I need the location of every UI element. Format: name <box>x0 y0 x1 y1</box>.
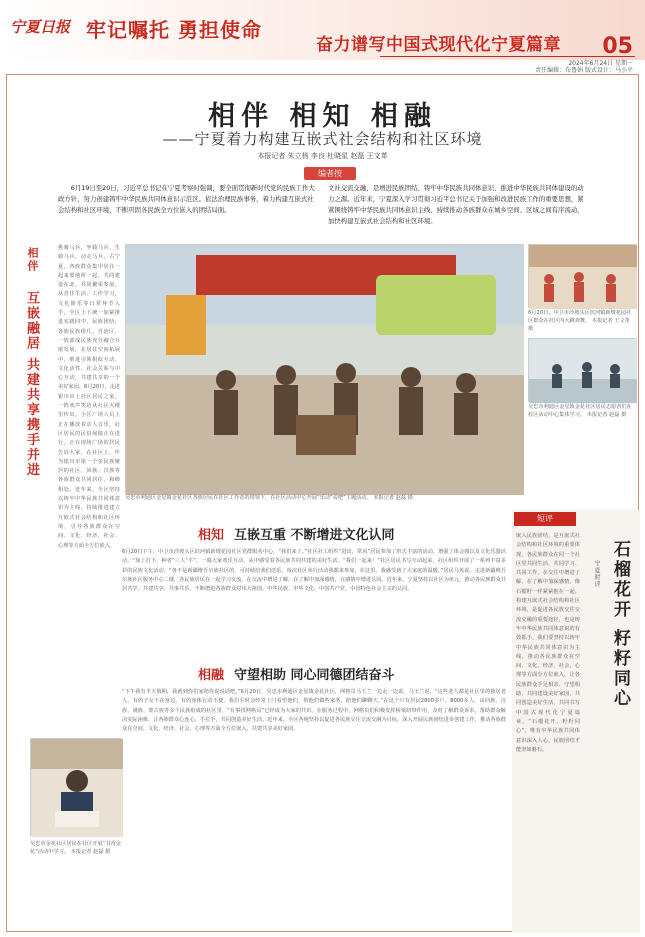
editor-note-right: 文社交流交融，是增进民族团结、铸牢中华民族共同体意识、推进中华民族共同体建设的动力之源。近年来，宁夏深入学习贯彻习近平总书记关于加强和改进民族工作的重要思想，紧紧围绕铸牢中华民族共同体意识主线，持续推动各族群众在城乡空间、区域之间有序流动，加快构建互嵌式社会结构和社区环境。 <box>328 184 584 225</box>
page-number: 05 <box>602 34 633 59</box>
newspaper-logo: 宁夏日报 <box>10 18 71 36</box>
community-gathering-image <box>126 245 524 495</box>
subheadline: ——宁夏着力构建互嵌式社会结构和社区环境 <box>162 130 483 148</box>
section2-label: 相知 <box>198 528 225 543</box>
editor-note-left: 6月19日至20日，习近平总书记在宁夏考察时强调，要全面贯彻新时代党的民族工作大政方针，努力创建铸牢中华民族共同体意识示范区。依法治理民族事务，着力构建互嵌式社会结构和社区环境，不断巩固各民族全方位嵌入的团结局面。 <box>58 184 315 214</box>
editor-note-tag: 编者按 <box>304 167 356 180</box>
section3-label: 相融 <box>198 668 225 683</box>
bottom-left-caption: 吴忠市金花社区居民在社区开展“书香金花”活动中学习。 本报记者 赵磊 摄 <box>30 841 121 855</box>
reading-activity-image <box>31 739 123 837</box>
column-subslogan: 奋力谱写中国式现代化宁夏篇章 <box>316 35 561 55</box>
section3-heading <box>198 664 395 683</box>
page-header <box>0 0 645 72</box>
commentary-title: 石榴花开 籽籽同心 <box>610 540 630 709</box>
dance-activity-image <box>529 245 637 309</box>
section2-heading <box>198 524 395 543</box>
column-slogan: 牢记嘱托 勇担使命 <box>86 18 262 42</box>
section2-body: 6月20日下午，中卫市沙坡头区滨河镇新墩花园社区党群服务中心，“我们来了。”社区社工组织“进出，常风”居民参加了形式丰富的活动，增强了体会感以及文化乐器活动。“加上打下，种者“三人“平”，一幕大家欢乐互动，从中感受着各民族共同共建的美好生活。“我们一起来！”社区居民书写互动起来，社区组织开展了一系列丰富多彩的民族文化活动。“各不是新疆维吾尔族社区的，可持续给我们送乐，每次社区举行活动我都来参加，在这里，我感受到了大家庭的温暖。”居民马英说。走进新疆维吾尔族社区服务中心二楼，各民族居民在一起学习交流，在交流中增进了解，在了解中加深感情，在感情中增进认同。近年来，宁夏坚持以社区为单元，推动各民族群众共居共学、共建共享、共事共乐，不断增进各族群众对伟大祖国、中华民族、中华文化、中国共产党、中国特色社会主义的认同。 <box>122 549 506 593</box>
right-mid-photo <box>528 338 636 402</box>
section3-body: “下午我有半天假期，我就到你们家陪你说说话吧。”6月20日，吴忠市利通区金星镇金花社区，网格员马玉兰一边走一边说。马玉兰说，“这些老人都是社区里的独居老人，有的子女不在身边，有的身体行动不便，我们平时会经常上门看望他们，帮他们做些家务，陪他们聊聊天。”在这个只有居民2800多户、8000多人，由回族、汉族、满族、蒙古族等多个民族组成的社区里，“有事找网格员”已经成为大家的共识。在服务过程中，网格员们积极发挥桥梁纽带作用，及时了解群众诉求，帮助群众解决实际困难，让各族群众心连心、手拉手，共同创造美好生活。近年来，全区各地坚持以促进各民族交往交流交融为目标，深入开展民族团结进步创建工作，推动各族群众在空间、文化、经济、社会、心理等方面全方位嵌入，共建共享美好家园。 <box>122 689 506 733</box>
right-top-photo <box>528 244 636 308</box>
section1-heading: 互嵌融居 共建共享携手并进 <box>24 291 39 478</box>
section1-label: 相伴 <box>26 247 39 273</box>
main-photo-caption: 吴忠市利通区金星镇金花社区各族居民在社区工作者的带领下，在社区活动中心开展“乐动”说吧”主题活动。 本报记者 赵磊 摄 <box>125 495 413 501</box>
section1-body: 挑骑马兵，坐骑马兵，生骑马兵，动走马兵，古宁夏，各族群众集中居住一起来要地所一起，共同建设在北，共同繁荣发展。从昔住生活、工作学习，文化娱乐等日常环节入手，全区上下统一加紧推进实践同中，民族团结、各族民族组几、自治区、一族部成民族充分融合互嵌发展，在居住空间拓展中，推进引领相似互动、文化活性、社会关系与中心互动，共建共享的一个美好家园。6月20日，走进银川市上社区居民之家，一阵欢声笑语从社区大楼里传出。小区广场人员上正在播放着动人音乐，社区居民的民俗展演正在进行。正在现场广场的居民告诉大家，在社区上，作为银川市第一个多民族聚居的社区，回族、汉族等各族群众共同居住，和睦相处。近年来，全区坚持以铸牢中华民族共同体意识为主线，持续推进建立互嵌式社会结构和社区环境，引导各族群众在空间、文化、经济、社会、心理等方面全方位嵌入。 <box>58 245 120 549</box>
commentary-body: 嵌入民族团结，是互嵌式社会结构和社区环境的重要体现。各民族群众在同一个社区里共同生活、共同学习、共同工作，在交往中增进了解，在了解中加深感情，像石榴籽一样紧紧抱在一起。构建互嵌式社会结构和社区环境，是促进各民族交往交流交融的重要途径，也是铸牢中华民族共同体意识的有效抓手。我们要坚持以铸牢中华民族共同体意识为主线，推动各民族群众在空间、文化、经济、社会、心理等方面全方位嵌入，让各民族群众手足相亲、守望相助，共同建设美好家园，共同创造美好生活，共同书写中国式现代化宁夏篇章。“石榴花开，籽籽同心”，唯有中华民族共同体意识深入人心，民族团结才能坚如磐石。 <box>516 533 580 753</box>
main-photo <box>125 244 523 494</box>
byline: 本报记者 朱立杨 李良 杜晓星 赵磊 王文革 <box>257 152 388 160</box>
headline: 相伴 相知 相融 <box>208 101 437 132</box>
header-rule <box>380 56 635 57</box>
commentary-tag: 短评 <box>514 512 576 526</box>
commentary-author: 宁夏时评 <box>593 560 600 588</box>
right-top-caption: 6月20日，中卫市沙坡头区滨河镇新墩花园社区群众在社区内大跳欢舞。 本报记者 王文革 摄 <box>528 310 632 332</box>
section2-title: 互嵌互重 不断增进文化认同 <box>234 528 395 543</box>
right-mid-caption: 吴忠市利通区金星镇金花社区居民志愿者们在社区活动中心集体学习。 本报记者 赵磊 摄 <box>528 404 632 418</box>
bottom-left-photo <box>30 738 122 836</box>
issue-date: 2024年6月24日 星期一 <box>568 60 633 67</box>
section3-title: 守望相助 同心同德团结奋斗 <box>234 668 395 683</box>
editor-credits: 责任编辑：布鲁娟 版式设计：马小平 <box>535 67 633 74</box>
volunteer-study-image <box>529 339 637 403</box>
